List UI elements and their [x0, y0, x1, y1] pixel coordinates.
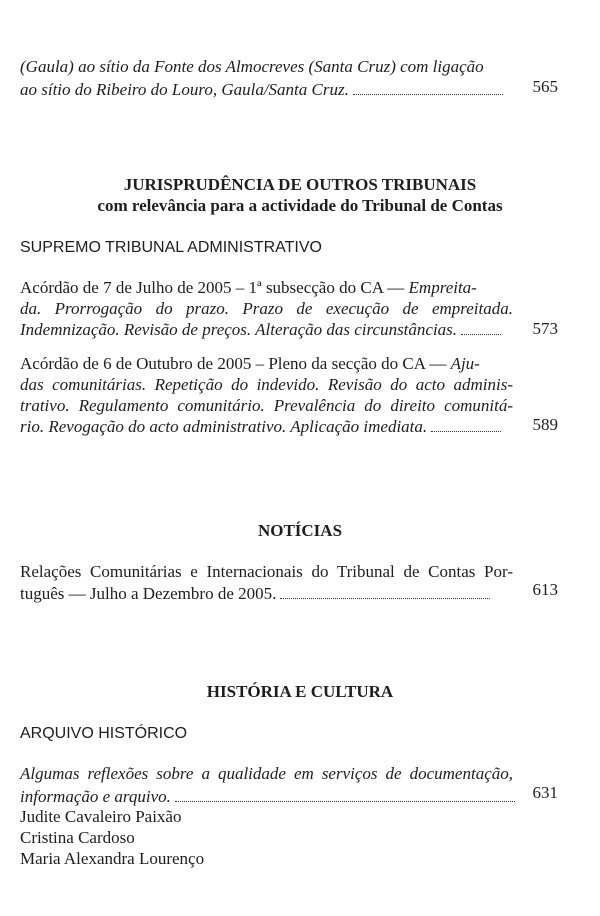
toc-entry-text: Acórdão de 6 de Outubro de 2005 – Pleno da secção do CA — — [20, 354, 451, 373]
author-name: Judite Cavaleiro Paixão — [20, 807, 182, 826]
page-number: 565 — [532, 77, 558, 96]
toc-entry-line — [20, 416, 501, 438]
toc-entry-text: tuguês — Julho a Dezembro de 2005. — [20, 584, 277, 603]
toc-entry-text: informação e arquivo. — [20, 787, 171, 806]
page-number: 573 — [532, 319, 558, 338]
author-name: Maria Alexandra Lourenço — [20, 849, 205, 868]
page-number: 589 — [532, 415, 558, 434]
section-subtitle: com relevância para a actividade do Tribunal de Contas — [97, 196, 503, 215]
toc-entry-line: (Gaula) ao sítio da Fonte dos Almocreves (Santa Cruz) com ligação — [20, 57, 484, 76]
section-title: HISTÓRIA E CULTURA — [206, 682, 394, 701]
dot-leader — [280, 597, 490, 599]
toc-entry-line: das comunitárias. Repetição do indevido. Revisão do acto adminis- — [20, 375, 513, 394]
toc-entry-line — [20, 353, 480, 375]
page-number: 613 — [532, 580, 558, 599]
dot-leader — [461, 333, 501, 335]
toc-entry-text: ao sítio do Ribeiro do Louro, Gaula/Santa Cruz. — [20, 80, 349, 99]
subsection-heading: SUPREMO TRIBUNAL ADMINISTRATIVO — [20, 239, 322, 256]
toc-entry-line — [20, 786, 515, 808]
toc-entry-line: Relações Comunitárias e Internacionais do Tribunal de Contas Por- — [20, 562, 513, 581]
toc-entry-line — [20, 79, 503, 101]
toc-entry-line: trativo. Regulamento comunitário. Prevalência do direito comunitá- — [20, 396, 513, 415]
dot-leader — [431, 430, 501, 432]
toc-entry-line — [20, 277, 477, 299]
subsection-heading: ARQUIVO HISTÓRICO — [20, 725, 188, 742]
toc-entry-text: Indemnização. Revisão de preços. Alteração das circunstâncias. — [20, 320, 458, 339]
toc-entry-line — [20, 319, 501, 341]
author-name: Cristina Cardoso — [20, 828, 135, 847]
toc-entry-line: Algumas reflexões sobre a qualidade em serviços de documentação, — [20, 764, 513, 783]
toc-entry-text-italic: Aju- — [450, 354, 480, 373]
page-number: 631 — [532, 783, 558, 802]
dot-leader — [175, 800, 515, 802]
dot-leader — [353, 93, 503, 95]
toc-entry-text-italic: Empreita- — [408, 278, 477, 297]
toc-entry-text: Acórdão de 7 de Julho de 2005 – 1ª subsecção do CA — — [20, 278, 409, 297]
section-title: JURISPRUDÊNCIA DE OUTROS TRIBUNAIS — [123, 175, 477, 194]
toc-entry-line — [20, 583, 490, 605]
toc-entry-text: rio. Revogação do acto administrativo. Aplicação imediata. — [20, 417, 428, 436]
section-title: NOTÍCIAS — [257, 521, 343, 540]
toc-entry-line: da. Prorrogação do prazo. Prazo de execução de empreitada. — [20, 299, 513, 318]
